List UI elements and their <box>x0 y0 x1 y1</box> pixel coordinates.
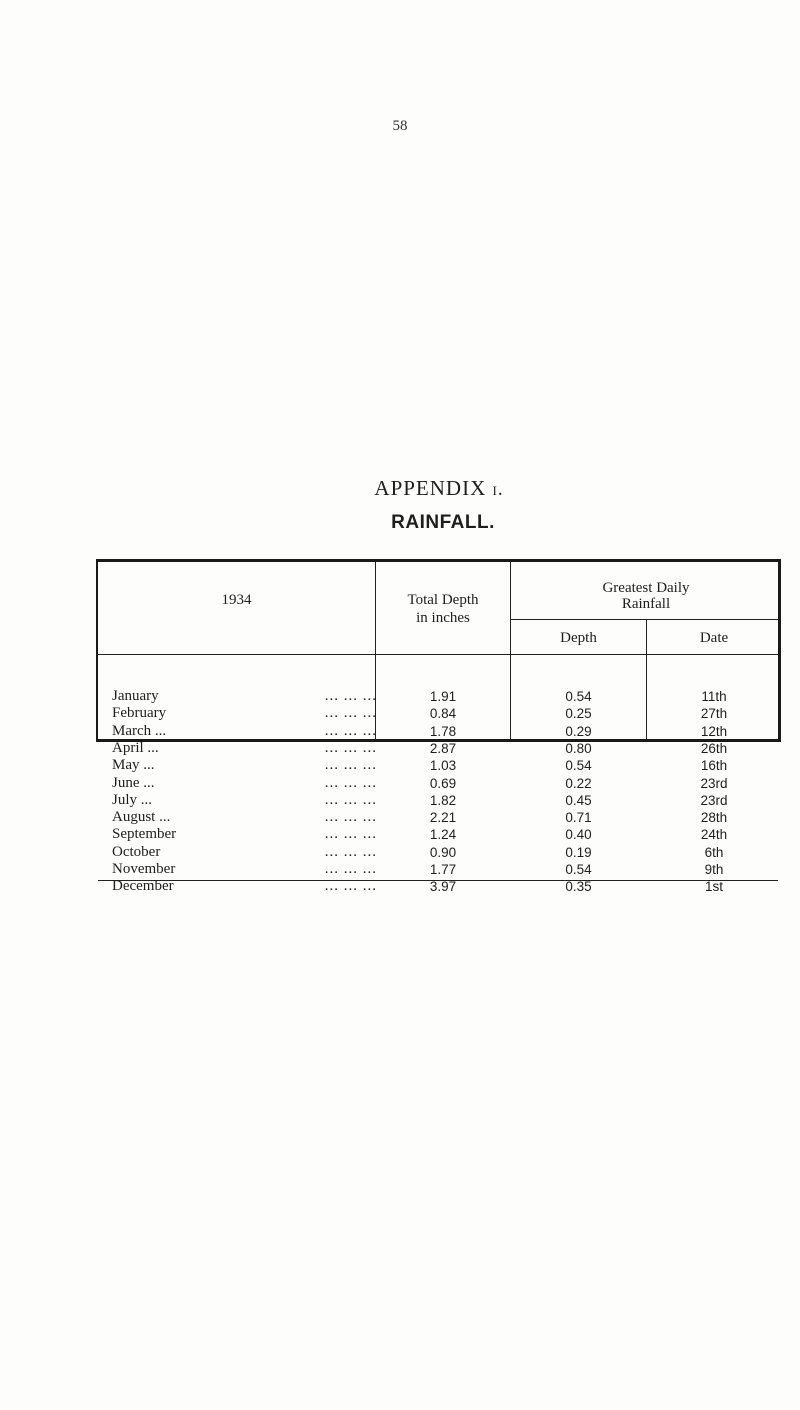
table-row-month <box>112 878 377 895</box>
cell-depth: 0.45 <box>565 792 592 808</box>
leader-dots: ... ... ... <box>324 843 377 860</box>
cell-total: 1.82 <box>429 792 457 808</box>
table-row-month <box>112 844 377 861</box>
rainfall-heading: RAINFALL. <box>391 512 495 533</box>
cell-date: 26th <box>700 740 728 756</box>
leader-dots: ... ... ... <box>324 705 377 722</box>
month-name: November <box>112 861 176 877</box>
cell-total: 0.84 <box>429 706 457 722</box>
table-row-month <box>112 861 377 878</box>
cell-total: 1.91 <box>429 689 457 704</box>
leader-dots: ... ... ... <box>324 809 377 826</box>
cell-depth: 0.29 <box>565 723 592 739</box>
leader-dots: ... ... ... <box>324 861 377 877</box>
month-name: February <box>112 705 167 722</box>
leader-dots: ... ... ... <box>324 774 377 791</box>
appendix-prefix: APPENDIX <box>374 476 487 500</box>
cell-date: 28th <box>700 810 728 826</box>
cell-date: 1st <box>704 879 723 895</box>
table-row-month <box>112 688 377 705</box>
cell-depth: 0.54 <box>565 758 592 774</box>
table-row-month <box>112 740 377 757</box>
cell-total: 1.78 <box>429 723 457 739</box>
leader-dots: ... ... ... <box>324 791 377 808</box>
table-row-month <box>112 809 377 826</box>
month-name: April ... <box>112 739 159 756</box>
cell-date: 9th <box>704 862 724 877</box>
cell-date: 16th <box>700 758 728 774</box>
greatest-daily-header-line2: Rainfall <box>621 596 671 612</box>
leader-dots: ... ... ... <box>324 878 377 895</box>
subheader-rule <box>511 619 778 620</box>
cell-depth: 0.25 <box>565 706 592 722</box>
cell-total: 2.87 <box>429 740 457 756</box>
month-name: August ... <box>112 809 171 826</box>
month-name: July ... <box>112 791 153 808</box>
leader-dots: ... ... ... <box>324 757 377 774</box>
cell-depth: 0.19 <box>565 844 592 860</box>
month-name: December <box>112 878 174 895</box>
cell-depth: 0.22 <box>565 775 592 791</box>
table-row-month <box>112 723 377 740</box>
cell-date: 27th <box>700 706 728 722</box>
cell-depth: 0.54 <box>565 689 592 704</box>
cell-date: 11th <box>701 689 727 704</box>
leader-dots: ... ... ... <box>324 739 377 756</box>
cell-total: 1.24 <box>429 827 457 843</box>
cell-total: 3.97 <box>429 879 457 895</box>
cell-date: 24th <box>700 827 728 843</box>
month-name: January <box>112 688 159 704</box>
rainfall-table <box>96 559 781 895</box>
year-header: 1934 <box>221 592 252 608</box>
header-rule <box>98 654 778 655</box>
leader-dots: ... ... ... <box>324 826 377 843</box>
month-name: June ... <box>112 774 155 791</box>
month-name: March ... <box>112 722 167 739</box>
table-row-month <box>112 775 377 792</box>
table-row-month <box>112 757 377 774</box>
appendix-numeral: i. <box>492 479 504 500</box>
table-row-month <box>112 705 377 722</box>
cell-date: 23rd <box>700 775 728 791</box>
cell-total: 1.03 <box>429 758 457 774</box>
table-row-month <box>112 826 377 843</box>
cell-date: 12th <box>700 723 728 739</box>
total-depth-header-line2: in inches <box>416 610 470 626</box>
cell-depth: 0.35 <box>565 879 592 895</box>
depth-subheader: Depth <box>560 630 597 646</box>
greatest-daily-header-line1: Greatest Daily <box>602 580 690 596</box>
cell-total: 2.21 <box>429 810 457 826</box>
month-name: September <box>112 826 177 843</box>
table-row-month <box>112 792 377 809</box>
page-number: 58 <box>392 118 408 134</box>
cell-total: 1.77 <box>429 862 457 877</box>
leader-dots: ... ... ... <box>324 722 377 739</box>
cell-date: 6th <box>704 844 724 860</box>
date-subheader: Date <box>699 630 729 646</box>
cell-depth: 0.54 <box>565 862 592 877</box>
month-name: May ... <box>112 757 155 774</box>
appendix-title <box>0 476 800 501</box>
leader-dots: ... ... ... <box>324 688 377 704</box>
cell-depth: 0.71 <box>565 810 592 826</box>
month-name: October <box>112 843 161 860</box>
cell-depth: 0.40 <box>565 827 592 843</box>
cell-depth: 0.80 <box>565 740 592 756</box>
cell-total: 0.69 <box>429 775 457 791</box>
total-depth-header-line1: Total Depth <box>407 592 479 608</box>
cell-total: 0.90 <box>429 844 457 860</box>
cell-date: 23rd <box>700 792 728 808</box>
